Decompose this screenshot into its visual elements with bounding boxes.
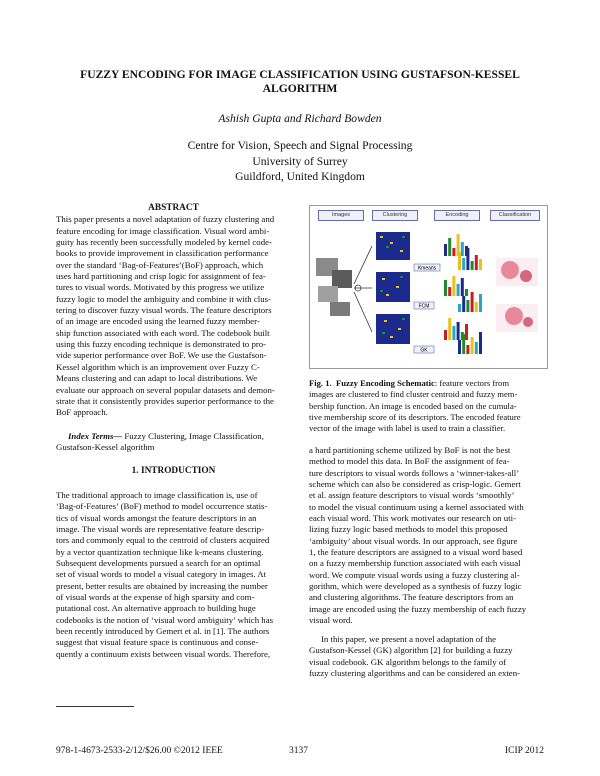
encoding-bar — [462, 334, 465, 354]
text-line: tering to discover fuzzy visual words. The feature descriptors — [56, 305, 272, 316]
stage-label-classification: Classification — [490, 210, 540, 221]
index-terms — [56, 431, 291, 454]
encoding-bar — [458, 340, 461, 354]
text-line: fuzzy clustering algorithms and can be considered an exten- — [309, 668, 521, 679]
abstract-section — [56, 203, 291, 419]
text-line: over the standard ‘Bag-of-Features’(BoF) approach, which — [56, 259, 264, 270]
encoding-bar — [475, 342, 478, 354]
encoding-bar — [452, 276, 455, 296]
text-line: feature encoding for image classification. Visual word ambi- — [56, 225, 270, 236]
text-line: scheme which can also be considered as crisp-logic. Gemert — [309, 479, 521, 490]
text-line: tics of visual words amongst the feature descriptors in an — [56, 512, 257, 523]
encoding-bar — [452, 248, 455, 256]
text-line: of an image are encoded using the learned fuzzy member- — [56, 316, 260, 327]
encoding-bar — [479, 259, 482, 270]
encoding-bar — [466, 345, 469, 354]
encoding-bar — [475, 302, 478, 312]
encoding-bar — [448, 287, 451, 296]
right-paragraph-1 — [309, 445, 546, 627]
text-line: ship function associated with each word. The codebook built — [56, 327, 270, 338]
text-line: of visual words at the expense of high sparsity and com- — [56, 592, 255, 603]
text-line: ‘Bag-of-Features’ (BoF) method to model occurrence statis- — [56, 501, 268, 512]
caption-text: vector of the image with label is used to train a classifier. — [309, 423, 506, 434]
paper-title — [40, 68, 560, 96]
caption-text: : feature vectors from — [434, 378, 510, 388]
stage-label-encoding: Encoding — [434, 210, 480, 221]
text-line: image. The visual words are representative feature descrip- — [56, 524, 264, 535]
encoding-bar — [462, 296, 465, 312]
text-line: tures to visual words. Motivated by this progress we utilize — [56, 282, 265, 293]
caption-label: Fig. 1. — [309, 378, 332, 388]
encoding-bar — [444, 330, 447, 340]
text-line: gorithm, which were developed as a synthesis of fuzzy logic — [309, 581, 522, 592]
text-line: lizing fuzzy logic based methods to model this proposed — [309, 524, 508, 535]
text-line: BoF approach. — [56, 407, 108, 418]
index-terms-text: Fuzzy Clustering, Image Classification, — [122, 431, 264, 441]
title-line: ALGORITHM — [262, 82, 338, 95]
affiliation-line: Centre for Vision, Speech and Signal Processing — [187, 139, 413, 152]
encoding-bar — [479, 332, 482, 354]
footnote-divider — [56, 706, 134, 707]
class-blob — [520, 270, 532, 282]
encoding-bar — [466, 248, 469, 270]
text-line: suggest that visual feature space is continuous and conse- — [56, 637, 259, 648]
encoding-bar — [465, 324, 468, 340]
text-line: Means clustering and can adapt to local distributions. We — [56, 373, 258, 384]
title-line: FUZZY ENCODING FOR IMAGE CLASSIFICATION USING GUSTAFSON-KESSEL — [80, 68, 520, 81]
text-line: uses hard partitioning and crisp logic for assignment of fea- — [56, 271, 266, 282]
text-line: In this paper, we present a novel adaptation of the — [321, 634, 497, 644]
text-line: visual word. — [309, 615, 353, 626]
encoding-bar — [444, 244, 447, 256]
abstract-heading: ABSTRACT — [148, 203, 199, 213]
text-line: present, better results are obtained by increasing the number — [56, 580, 268, 591]
encoding-bar — [471, 292, 474, 312]
figure-graphic — [310, 206, 547, 368]
text-line: et al. assign feature descriptors to visual words ‘smoothly’ — [309, 490, 515, 501]
text-line: to model the visual continuum using a kernel associated with — [309, 501, 524, 512]
caption-text: tive membership score of its descriptors. The encoded feature — [309, 411, 521, 422]
encoding-bar — [461, 278, 464, 296]
fcm-label: FCM — [418, 303, 430, 310]
text-line: The traditional approach to image classification is, use of — [56, 490, 258, 500]
text-line: strate that it consistently provides superior performance to the — [56, 395, 274, 406]
encoding-bar — [452, 326, 455, 340]
encoding-bar — [458, 252, 461, 270]
right-paragraph-2 — [309, 634, 546, 679]
sample-image — [318, 286, 338, 302]
footer-page-number: 3137 — [289, 746, 308, 756]
text-line: Gustafson-Kessel (GK) algorithm [2] for building a fuzzy — [309, 645, 513, 656]
text-line: evaluate our approach on several popular datasets and demon- — [56, 384, 275, 395]
text-line: guity has recently been successfully modeled by kernel code- — [56, 237, 272, 248]
text-line: Subsequent developments pursued a search for an optimal — [56, 558, 261, 569]
index-terms-label: Index Terms— — [68, 431, 123, 441]
text-line: This paper presents a novel adaptation of fuzzy clustering and — [56, 214, 275, 225]
text-line: tors and commonly equal to the centroid of clusters acquired — [56, 535, 270, 546]
encoding-bar — [457, 322, 460, 340]
introduction-heading: 1. INTRODUCTION — [131, 466, 216, 476]
encoding-bar — [461, 242, 464, 256]
encoding-bar — [471, 337, 474, 354]
encoding-bar — [462, 258, 465, 270]
gk-label: GK — [420, 347, 428, 354]
text-line: word. We compute visual words using a fuzzy clustering al- — [309, 569, 520, 580]
text-line: set of visual words to model a visual category in images. At — [56, 569, 267, 580]
introduction-body — [56, 490, 291, 660]
text-line: putational cost. An alternative approach to building huge — [56, 603, 256, 614]
affiliation-line: Guildford, United Kingdom — [235, 170, 365, 183]
text-line: vide superior performance over BoF. We use the Gustafson- — [56, 350, 267, 361]
kmeans-label: Kmeans — [417, 265, 437, 272]
encoding-bar — [479, 294, 482, 312]
encoding-bar — [465, 289, 468, 296]
text-line: ture descriptors to visual words follows a ‘winner-takes-all’ — [309, 467, 520, 478]
stage-label-images: Images — [318, 210, 364, 221]
encoding-bar — [457, 284, 460, 296]
text-line: been recently introduced by Gemert et al. in [1]. The authors — [56, 626, 270, 637]
encoding-bar-charts — [444, 234, 482, 354]
text-line: method to model this data. In BoF the assignment of fea- — [309, 456, 510, 467]
class-blob — [501, 261, 519, 279]
text-line: on a fuzzy membership function associated with each visual — [309, 558, 521, 569]
authors: Ashish Gupta and Richard Bowden — [218, 112, 382, 125]
text-line: by a vector quantization technique like k-means clustering. — [56, 546, 264, 557]
figure-schematic — [309, 205, 548, 369]
sample-image — [332, 270, 352, 288]
encoding-bar — [448, 238, 451, 256]
text-line: using this fuzzy encoding technique is demonstrated to pro- — [56, 339, 267, 350]
text-line: 1, the feature descriptors are assigned to a visual word based — [309, 547, 523, 558]
cluster-grid-fcm — [376, 272, 410, 302]
caption-title: Fuzzy Encoding Schematic — [335, 378, 435, 388]
index-terms-text: Gustafson-Kessel algorithm — [56, 442, 155, 453]
class-blob — [505, 307, 523, 325]
encoding-bar — [458, 304, 461, 312]
figure-caption — [309, 378, 546, 434]
flow-arrow — [354, 292, 372, 332]
caption-text: images are clustered to find cluster centroid and fuzzy mem- — [309, 389, 518, 400]
encoding-bar — [471, 261, 474, 270]
text-line: books to provide improvement in classification performance — [56, 248, 269, 259]
introduction-section — [56, 466, 291, 477]
abstract-body — [56, 214, 291, 418]
encoding-bar — [475, 255, 478, 270]
caption-text: bership function. An image is encoded based on the cumula- — [309, 400, 517, 411]
text-line: Kessel algorithm which is an improvement over Fuzzy C- — [56, 361, 260, 372]
footer-conference: ICIP 2012 — [505, 746, 544, 756]
footer-isbn: 978-1-4673-2533-2/12/$26.00 ©2012 IEEE — [56, 746, 223, 756]
text-line: visual codebook. GK algorithm belongs to the family of — [309, 656, 507, 667]
stage-label-clustering: Clustering — [372, 210, 418, 221]
affiliation — [0, 138, 600, 185]
flow-arrow — [354, 246, 372, 284]
text-line: ‘ambiguity’ about visual words. In our approach, see figure — [309, 535, 518, 546]
text-line: codebooks is the notion of ‘visual word ambiguity’ which has — [56, 614, 274, 625]
affiliation-line: University of Surrey — [252, 154, 348, 168]
text-line: a hard partitioning scheme utilized by BoF is not the best — [309, 445, 511, 455]
text-line: quently a continuum exists between visual words. Therefore, — [56, 648, 271, 659]
text-line: and clustering algorithms. The feature descriptors from an — [309, 592, 514, 603]
text-line: each visual word. This work motivates our research on uti- — [309, 513, 516, 524]
encoding-bar — [448, 318, 451, 340]
text-line: image are encoded using the fuzzy membership of each fuzzy — [309, 603, 527, 614]
encoding-bar — [444, 280, 447, 296]
class-blob — [523, 317, 533, 327]
sample-image — [330, 302, 350, 316]
text-line: fuzzy logic to model the ambiguity and combine it with clus- — [56, 293, 271, 304]
encoding-bar — [466, 300, 469, 312]
